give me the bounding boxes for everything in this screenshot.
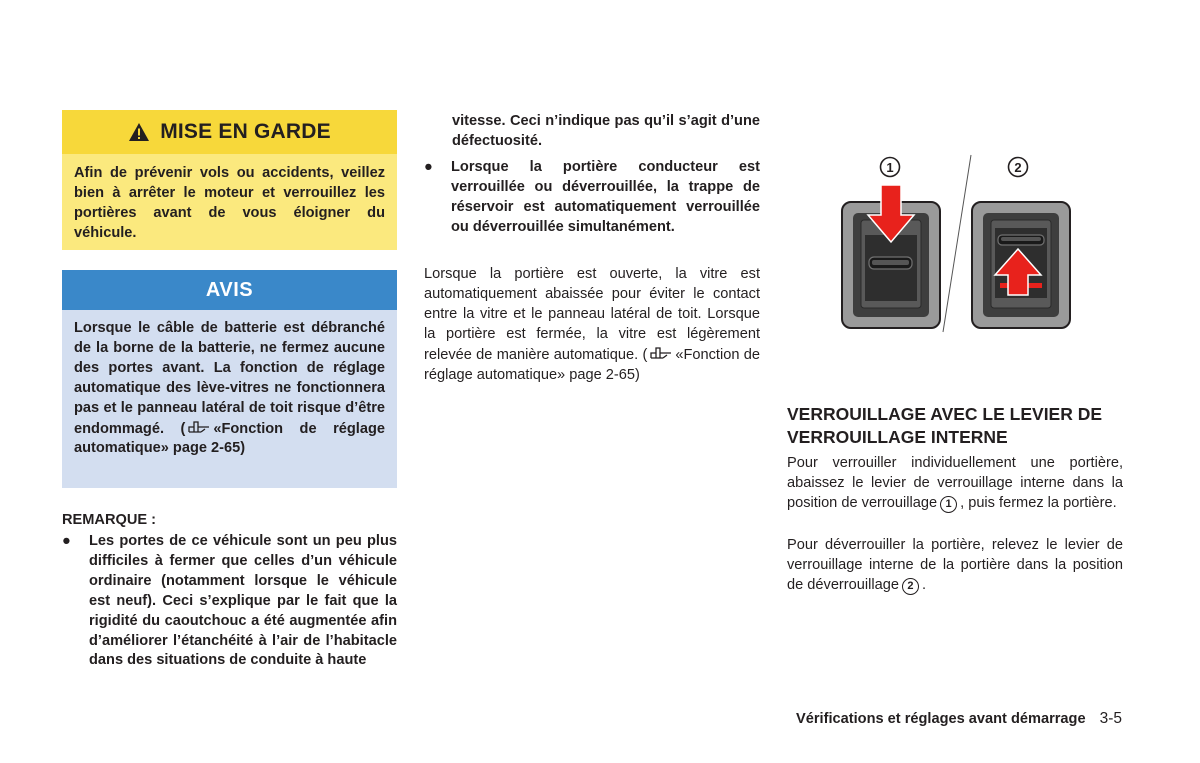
- chapter-title: Vérifications et réglages avant démarrage: [796, 711, 1086, 727]
- remark-item-text: Les portes de ce véhicule sont un peu plus difficiles à fermer que celles d’un véhicule ordinaire (notamment lorsque le véhicule est neuf). Ceci s’explique par le fait que la rigidité du caoutchouc a été augmentée afin d’améliorer l’étanchéité à l’air de l’habitacle dans des situations de conduite à haute: [89, 533, 397, 669]
- page-footer: [796, 710, 1122, 728]
- unlock-instruction-text: Pour déverrouiller la portière, relevez le levier de verrouillage interne de la portière dans la position de déverrouillage: [787, 537, 1123, 593]
- step-number-badge: 1: [940, 496, 957, 513]
- notice-text-main: Lorsque le câble de batterie est débranché de la borne de la batterie, ne fermez aucune des portes avant. La fonction de réglage automatique des lève-vitres ne fonctionnera pas et le panneau latéral de toit risque d’être endommagé. (: [74, 320, 385, 437]
- bullet-icon: ●: [424, 159, 433, 175]
- remark-item-continuation: vitesse. Ceci n’indique pas qu’il s’agit d’une défectuosité.: [452, 113, 760, 149]
- notice-reference-link[interactable]: «Fonction de réglage automatique» page 2-65): [74, 420, 385, 457]
- unlock-instruction-end: .: [921, 576, 927, 593]
- page-number: 3-5: [1099, 710, 1122, 727]
- window-paragraph-main: Lorsque la portière est ouverte, la vitre est automatiquement abaissée pour éviter le contact entre la vitre et le panneau latéral de toit. Lorsque la portière est fermée, la vitre est légèrement relevée de manière automatique. (: [424, 266, 760, 363]
- label-1-text: 1: [886, 160, 894, 175]
- window-paragraph: [424, 265, 760, 385]
- remark-item-door-closing: [62, 532, 397, 671]
- figure-divider: [943, 155, 971, 332]
- window-reference-link[interactable]: «Fonction de réglage automatique» page 2-65): [424, 346, 760, 383]
- step-number-badge: 2: [902, 578, 919, 595]
- warning-text: Afin de prévenir vols ou accidents, veillez bien à arrêter le moteur et verrouillez les portières avant de vous éloigner du véhicule.: [74, 165, 385, 241]
- lock-instruction-end: , puis fermez la portière.: [960, 494, 1117, 511]
- notice-box: [62, 270, 397, 488]
- remarks-heading: REMARQUE :: [62, 512, 157, 528]
- bullet-icon: ●: [62, 533, 71, 549]
- remark-item-fuel-door: [424, 158, 760, 238]
- notice-header: [62, 270, 397, 310]
- warning-title: MISE EN GARDE: [160, 120, 331, 143]
- label-2-text: 2: [1014, 160, 1022, 175]
- lock-instruction: [787, 454, 1123, 514]
- lock-instruction-text: Pour verrouiller individuellement une portière, abaissez le levier de verrouillage interne dans la position de verrouillage: [787, 455, 1123, 511]
- page-reference-icon: [649, 345, 673, 361]
- section-title: VERROUILLAGE AVEC LE LEVIER DE VERROUILLAGE INTERNE: [787, 404, 1103, 447]
- notice-title: AVIS: [205, 278, 254, 301]
- page-reference-icon: [187, 419, 211, 435]
- remark-item-text: Lorsque la portière conducteur est verrouillée ou déverrouillée, la trappe de réservoir est automatiquement verrouillée ou déverrouillée simultanément.: [451, 159, 760, 235]
- lock-lever-illustration: [838, 150, 1074, 335]
- warning-triangle-icon: [128, 122, 150, 142]
- unlock-instruction: [787, 536, 1123, 596]
- warning-header: [62, 110, 397, 154]
- notice-text: [62, 310, 397, 459]
- warning-box: [62, 110, 397, 250]
